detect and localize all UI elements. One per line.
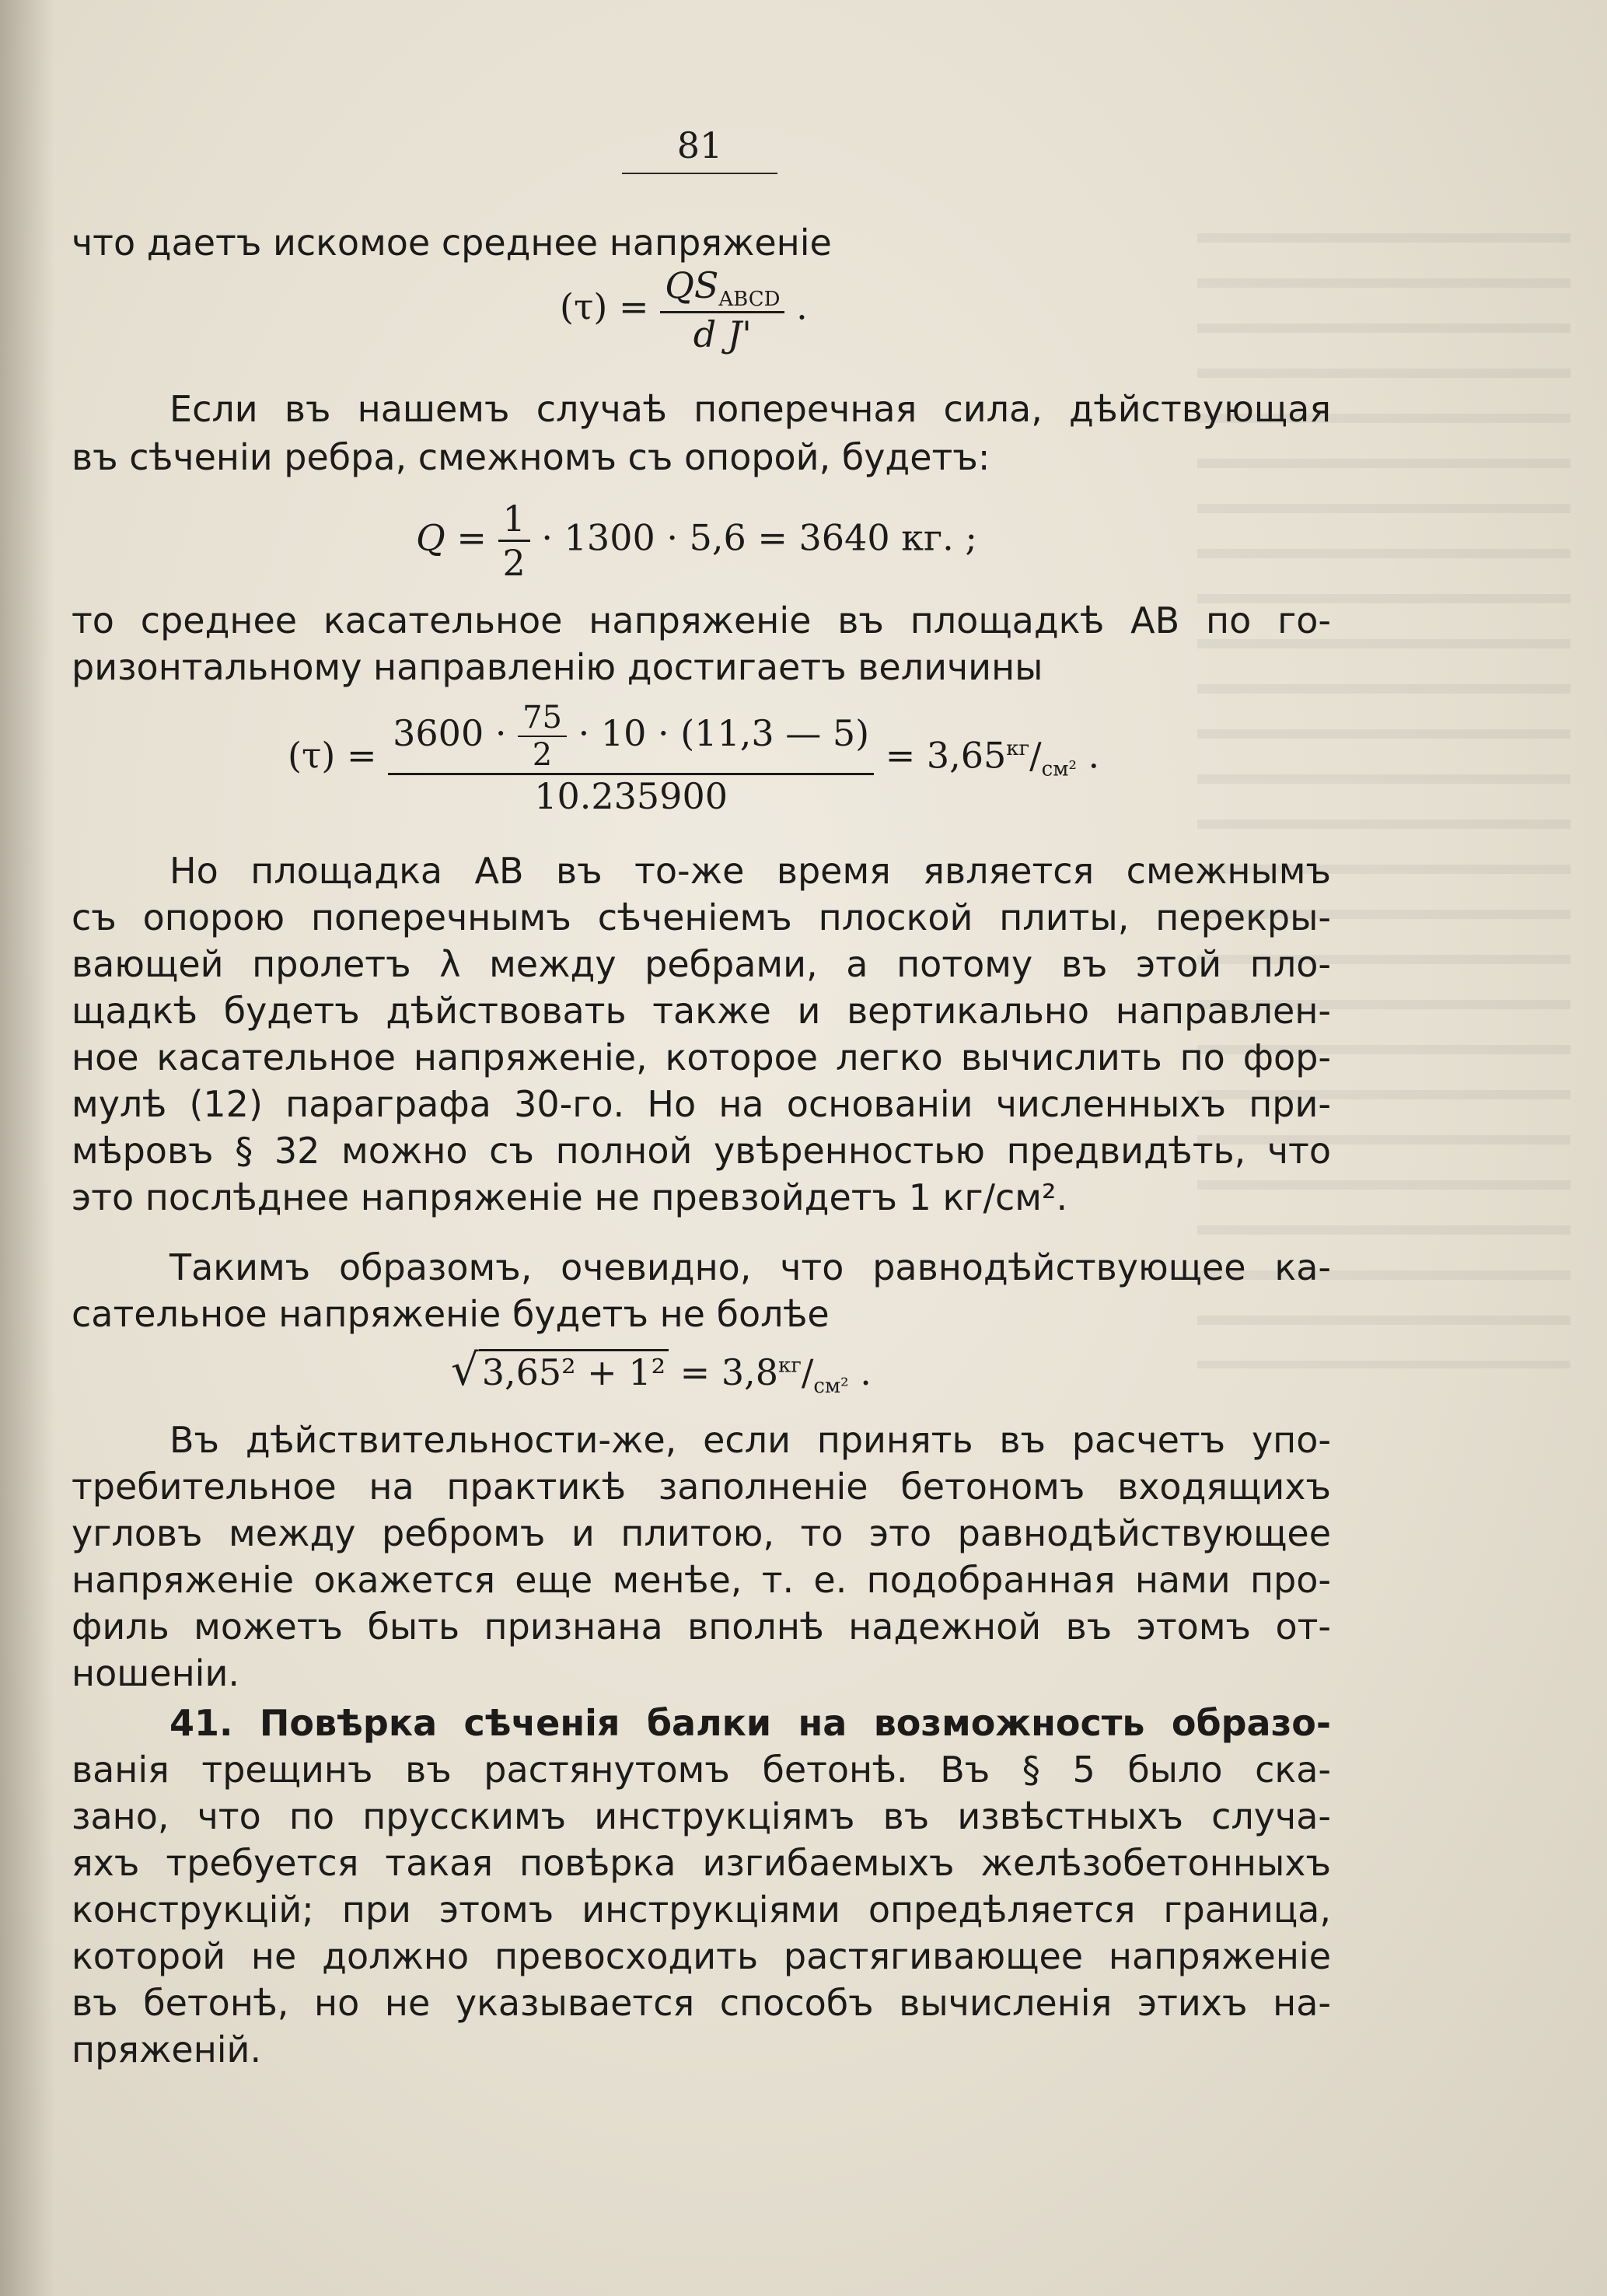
section41-line-5: конструкцій; при этомъ инструкціями опредѣляется граница, [72,1889,1331,1931]
section41-line-4: яхъ требуется такая повѣрка изгибаемыхъ желѣзобетонныхъ [72,1842,1331,1884]
para3-line-5: ное касательное напряженіе, которое легко вычислить по фор- [72,1036,1331,1078]
eq3-inner-fraction [518,700,567,773]
section41-line-2: ванія трещинъ въ растянутомъ бетонѣ. Въ § 5 было ска- [72,1749,1331,1791]
eq3-unit-sub: см² [1041,757,1077,781]
eq4-radicand: 3,65² + 1² [479,1349,669,1393]
para5-line-4: напряженіе окажется еще менѣе, т. е. подобранная нами про- [72,1559,1331,1601]
eq3-denominator: 10.235900 [534,775,728,817]
page-number-rule [622,173,777,174]
section41-line-7: въ бетонѣ, но не указывается способъ вычисленія этихъ на- [72,1982,1331,2024]
eq2-rest: · 1300 · 5,6 = 3640 кг. ; [541,516,977,559]
eq3-inner-den: 2 [532,737,553,773]
intro-line: что даетъ искомое среднее напряженіе [72,222,832,264]
eq2-equals: = [456,516,487,559]
eq2-lhs: Q [416,516,445,559]
eq1-end: . [796,285,808,328]
eq4-result: = 3,8 [679,1351,778,1393]
equation-2 [416,498,977,584]
para2-line-1: то среднее касательное напряженіе въ площадкѣ AB по го- [72,599,1331,641]
eq2-frac-num: 1 [498,498,530,542]
equation-3: (τ) = 3600 · $\frac{75}{2}$ · 10 · (11,3 — 5) 10.235900 = $3,65^{кг}/_{см^2}$ . [288,700,1100,817]
para3-line-7: мѣровъ § 32 можно съ полной увѣренностью предвидѣть, что [72,1130,1331,1172]
eq3-num-b: · 10 · (11,3 — 5) [578,712,870,754]
section41-line-6: которой не должно превосходить растягивающее напряженіе [72,1935,1331,1977]
eq1-denominator: d J' [693,313,752,356]
eq3-num-a: 3600 · [393,712,507,754]
para2-line-2: ризонтальному направленію достигаетъ величины [72,646,1043,688]
para5-line-1: Въ дѣйствительности-же, если принять въ расчетъ упо- [169,1419,1331,1461]
eq1-numerator-sub: ABCD [718,288,781,312]
para5-line-5: филь можетъ быть признана вполнѣ надежной въ этомъ от- [72,1606,1331,1648]
para5-line-6: ношеніи. [72,1652,239,1694]
eq3-equals: = [346,734,377,777]
para4-line-2: сательное напряженіе будетъ не болѣе [72,1293,830,1335]
section41-line-8: пряженій. [72,2029,262,2071]
eq3-inner-num: 75 [518,700,567,737]
eq4-radical-sign: √ [451,1345,479,1396]
para1-line-2: въ сѣченіи ребра, смежномъ съ опорой, будетъ: [72,436,990,478]
eq3-lhs: (τ) [288,734,336,777]
eq2-fraction [498,498,530,584]
page-gutter-shadow [0,0,54,2296]
eq3-unit-sup: кг [1006,737,1030,761]
equation-1 [560,264,808,355]
eq3-end: . [1088,734,1100,777]
section41-line-3: зано, что по прусскимъ инструкціямъ въ извѣстныхъ случа- [72,1795,1331,1837]
eq4-end: . [860,1351,872,1393]
para5-line-3: угловъ между ребромъ и плитою, то это равнодѣйствующее [72,1512,1331,1554]
para4-line-1: Такимъ образомъ, очевидно, что равнодѣйствующее ка- [169,1246,1331,1288]
para1-line-1: Если въ нашемъ случаѣ поперечная сила, дѣйствующая [169,388,1331,430]
equation-4: $√3,65^2 + 1^2 = 3,8^{кг}/_{см^2}$ . [451,1345,872,1399]
para3-line-4: щадкѣ будетъ дѣйствовать также и вертикально направлен- [72,990,1331,1032]
eq1-equals: = [618,285,649,328]
para3-line-2: съ опорою поперечнымъ сѣченіемъ плоской плиты, перекры- [72,896,1331,938]
eq4-unit-sub: см² [813,1375,849,1399]
para3-line-3: вающей пролетъ λ между ребрами, а потому въ этой пло- [72,943,1331,985]
eq1-fraction [660,264,784,355]
eq1-lhs: (τ) [560,285,608,328]
section41-line-1: 41. Повѣрка сѣченія балки на возможность образо- [169,1702,1331,1744]
eq3-result: = 3,65 [885,734,1007,777]
eq3-fraction [388,700,874,817]
para3-line-8: это послѣднее напряженіе не превзойдетъ 1 кг/см². [72,1176,1068,1218]
page-number: 81 [676,124,723,166]
para5-line-2: требительное на практикѣ заполненіе бетономъ входящихъ [72,1466,1331,1508]
eq1-numerator: QS [665,264,719,306]
eq4-unit-sup: кг [778,1354,802,1378]
para3-line-1: Но площадка AB въ то-же время является смежнымъ [169,850,1331,892]
para3-line-6: мулѣ (12) параграфа 30-го. Но на основаніи численныхъ при- [72,1083,1331,1125]
eq2-frac-den: 2 [502,542,526,584]
bleed-through [1197,202,1570,1368]
